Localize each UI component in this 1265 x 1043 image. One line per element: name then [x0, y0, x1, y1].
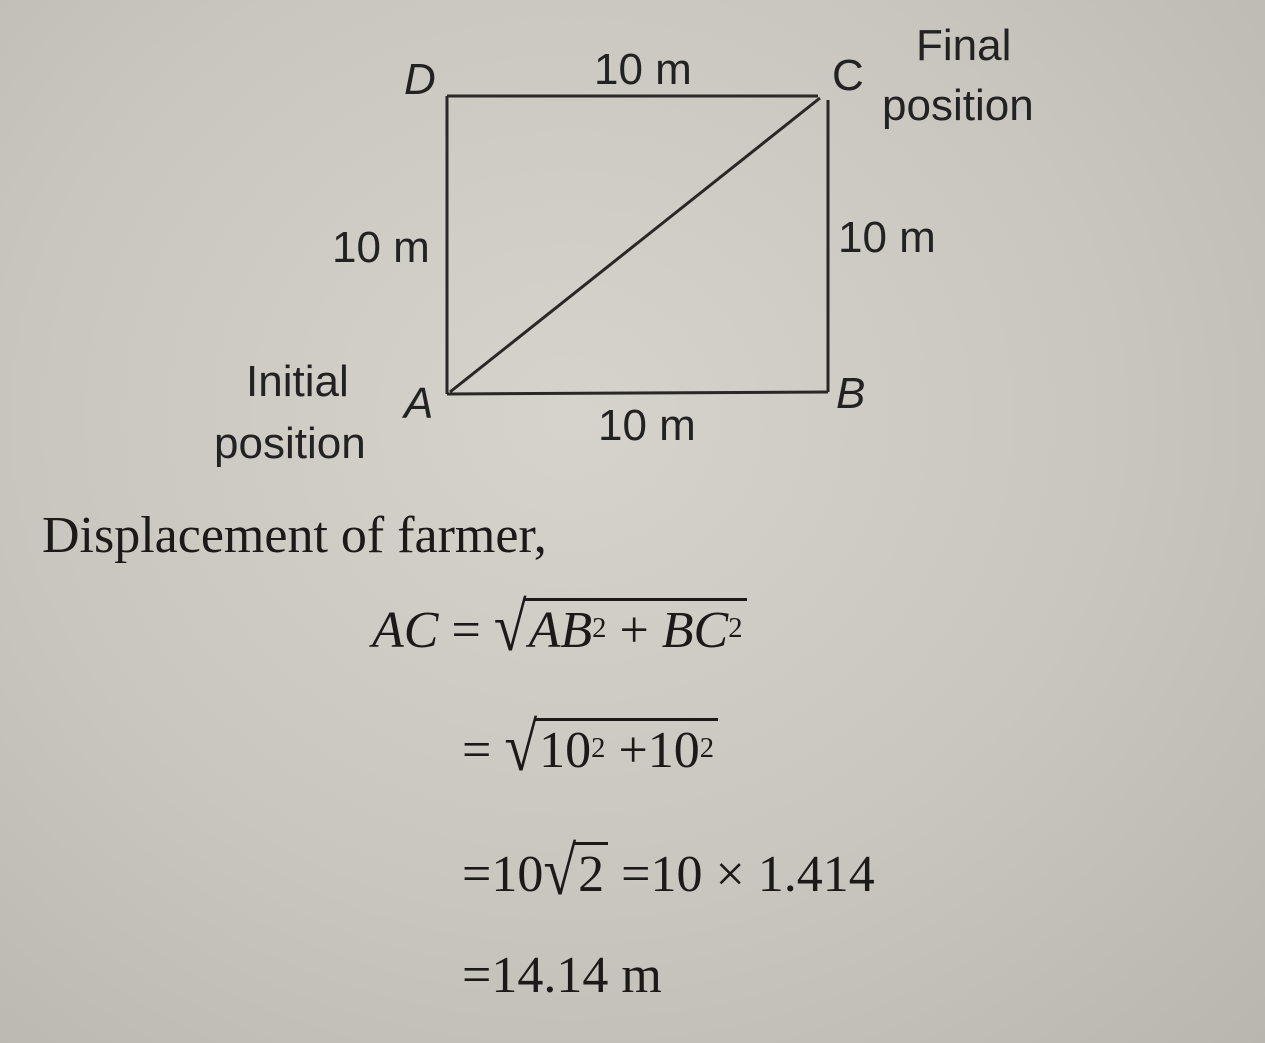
eq2-term-2: 10 — [647, 722, 700, 779]
eq2-term-1: 10 — [539, 722, 592, 779]
eq2-exp-1: 2 — [591, 733, 606, 764]
diagonal-ac — [450, 98, 820, 392]
eq1-equals: = — [451, 602, 481, 659]
eq2-equals: = — [462, 722, 492, 779]
vertex-b-label: B — [836, 369, 866, 418]
eq3-equals-2: = — [621, 846, 651, 903]
side-ab — [447, 392, 828, 394]
vertex-a-label: A — [404, 379, 434, 428]
eq1-exp-1: 2 — [592, 613, 607, 644]
equation-line-2 — [462, 708, 718, 785]
side-left-length: 10 m — [332, 223, 430, 272]
side-top-length: 10 m — [594, 45, 692, 94]
solution-heading: Displacement of farmer, — [42, 507, 547, 564]
final-position-line1: Final — [916, 21, 1012, 70]
eq3-rest: 10 × 1.414 — [650, 846, 875, 903]
vertex-c-label: C — [832, 51, 864, 100]
eq1-lhs: AC — [372, 602, 439, 659]
sqrt-symbol: √ — [543, 832, 577, 909]
side-bottom-length: 10 m — [598, 401, 696, 450]
side-right-length: 10 m — [838, 213, 936, 262]
initial-position-line1: Initial — [246, 357, 349, 406]
initial-position-line2: position — [214, 419, 366, 468]
final-position-line2: position — [882, 81, 1034, 130]
eq1-plus: + — [619, 602, 649, 659]
eq3-radicand: 2 — [574, 842, 608, 901]
vertex-d-label: D — [404, 55, 436, 104]
eq1-term-bc: BC — [661, 602, 729, 659]
eq4-result: 14.14 m — [491, 947, 662, 1004]
eq4-equals: = — [462, 947, 492, 1004]
eq3-coef: 10 — [491, 846, 544, 903]
sqrt-symbol: √ — [493, 588, 527, 665]
eq1-exp-2: 2 — [728, 613, 743, 644]
equation-line-3 — [462, 832, 875, 909]
eq3-equals: = — [462, 846, 492, 903]
eq1-term-ab: AB — [528, 602, 593, 659]
eq2-radicand — [535, 718, 718, 777]
sqrt-symbol: √ — [504, 708, 538, 785]
eq2-exp-2: 2 — [699, 733, 715, 764]
equation-line-1 — [372, 588, 747, 665]
eq1-radicand — [525, 598, 747, 657]
eq2-plus: + — [618, 722, 648, 779]
equation-line-4 — [462, 947, 662, 1004]
